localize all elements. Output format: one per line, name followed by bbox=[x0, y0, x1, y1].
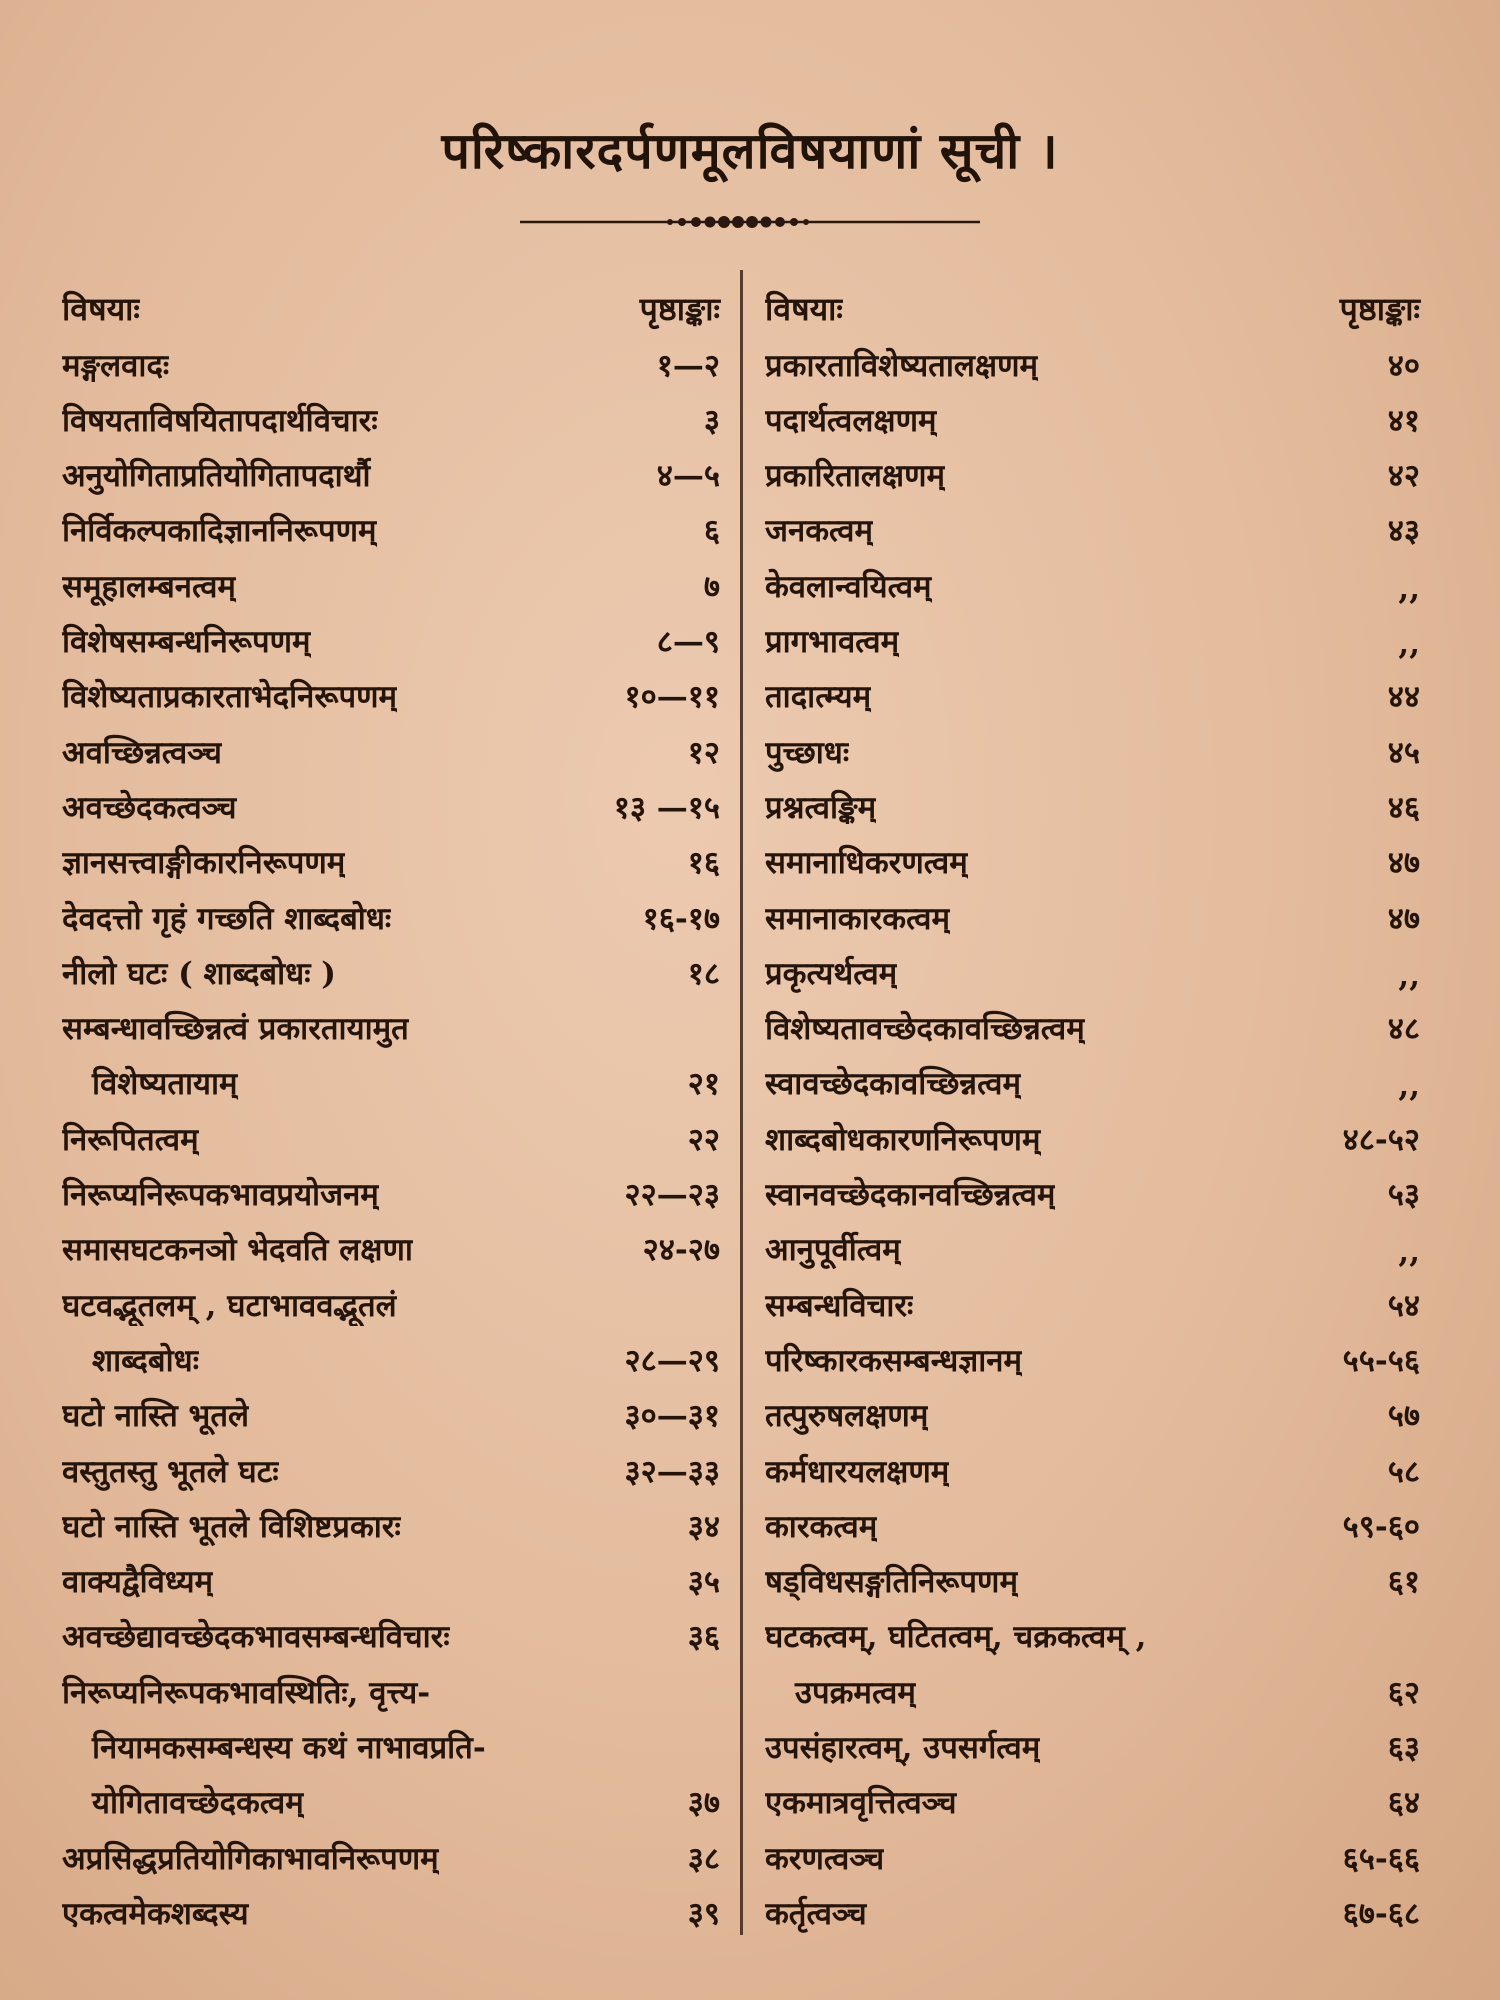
entry-page: २२—२३ bbox=[624, 1177, 720, 1214]
right-column-header bbox=[765, 275, 1420, 330]
entry-page: ५४ bbox=[1387, 1287, 1420, 1324]
entry-topic: अनुयोगिताप्रतियोगितापदार्थौ bbox=[62, 458, 371, 495]
entry-page: २२ bbox=[687, 1121, 720, 1158]
entry-page: ३९ bbox=[687, 1895, 720, 1932]
entry-page: १३ —१५ bbox=[613, 789, 720, 826]
entry-topic: विशेष्यतावच्छेदकावच्छिन्नत्वम् bbox=[765, 1011, 1085, 1048]
toc-entry bbox=[62, 607, 720, 662]
entry-page: ३२—३३ bbox=[624, 1453, 720, 1490]
toc-entry bbox=[765, 1547, 1420, 1602]
title-ornament bbox=[520, 212, 980, 232]
toc-entry bbox=[765, 1768, 1420, 1823]
toc-entry bbox=[62, 1104, 720, 1159]
entry-topic: शाब्दबोधकारणनिरूपणम् bbox=[765, 1121, 1041, 1158]
entry-topic: प्रश्नत्वङ्किम् bbox=[765, 789, 877, 826]
entry-page: १६-१७ bbox=[642, 900, 720, 937]
entry-page: ,, bbox=[1398, 626, 1420, 663]
entry-topic: अवच्छेद्यावच्छेदकभावसम्बन्धविचारः bbox=[62, 1619, 450, 1656]
entry-topic: अवच्छेदकत्वञ्च bbox=[62, 789, 237, 826]
entry-topic: समासघटकनञो भेदवति लक्षणा bbox=[62, 1232, 413, 1269]
entry-page: ४७ bbox=[1387, 845, 1420, 882]
page-header: पृष्ठाङ्काः bbox=[1339, 290, 1420, 329]
entry-topic: घटवद्भूतलम् , घटाभाववद्भूतलं bbox=[62, 1287, 397, 1324]
entry-topic: सम्बन्धविचारः bbox=[765, 1287, 914, 1324]
entry-topic: घटो नास्ति भूतले विशिष्टप्रकारः bbox=[62, 1508, 401, 1545]
entry-topic: एकत्वमेकशब्दस्य bbox=[62, 1895, 249, 1932]
toc-entry bbox=[765, 1492, 1420, 1547]
entry-topic: उपसंहारत्वम्, उपसर्गत्वम् bbox=[765, 1730, 1041, 1767]
entry-page: ४० bbox=[1387, 347, 1420, 384]
entry-page: ४८ bbox=[1387, 1011, 1420, 1048]
entry-topic: निरूपितत्वम् bbox=[62, 1121, 199, 1158]
entry-topic: करणत्वञ्च bbox=[765, 1840, 885, 1877]
toc-entry bbox=[62, 1326, 720, 1381]
entry-topic: सम्बन्धावच्छिन्नत्वं प्रकारतायामुत bbox=[62, 1011, 409, 1048]
entry-page: १८ bbox=[687, 955, 720, 992]
entry-page: ३५ bbox=[687, 1564, 720, 1601]
entry-topic: वाक्यद्वैविध्यम् bbox=[62, 1564, 214, 1601]
entry-topic: पुच्छाधः bbox=[765, 734, 850, 771]
entry-page: १—२ bbox=[656, 347, 720, 384]
entry-topic: आनुपूर्वीत्वम् bbox=[765, 1232, 901, 1269]
entry-topic: ज्ञानसत्त्वाङ्गीकारनिरूपणम् bbox=[62, 845, 346, 882]
toc-entry bbox=[765, 1879, 1420, 1934]
toc-entry bbox=[765, 1381, 1420, 1436]
toc-entry bbox=[765, 1270, 1420, 1325]
toc-entry bbox=[765, 1436, 1420, 1491]
toc-entry bbox=[765, 662, 1420, 717]
toc-entry bbox=[765, 1657, 1420, 1712]
toc-entry bbox=[62, 773, 720, 828]
entry-page: ३६ bbox=[687, 1619, 720, 1656]
entry-page: १२ bbox=[687, 734, 720, 771]
entry-topic: निरूप्यनिरूपकभावप्रयोजनम् bbox=[62, 1177, 379, 1214]
entry-page: ५९-६० bbox=[1342, 1508, 1420, 1545]
entry-topic: घटकत्वम्, घटितत्वम्, चक्रकत्वम् , bbox=[765, 1619, 1147, 1656]
entry-topic: षड्विधसङ्गतिनिरूपणम् bbox=[765, 1564, 1018, 1601]
entry-page: ६५-६६ bbox=[1342, 1840, 1420, 1877]
entry-topic: समानाकारकत्वम् bbox=[765, 900, 951, 937]
entry-page: ४६ bbox=[1387, 789, 1420, 826]
topic-header: विषयाः bbox=[765, 290, 843, 329]
entry-page: ५३ bbox=[1387, 1177, 1420, 1214]
entry-page: ४४ bbox=[1387, 679, 1420, 716]
toc-entry bbox=[62, 551, 720, 606]
entry-page: ,, bbox=[1398, 570, 1420, 607]
toc-entry bbox=[765, 1713, 1420, 1768]
entry-topic: योगितावच्छेदकत्वम् bbox=[92, 1785, 304, 1822]
entry-topic: परिष्कारकसम्बन्धज्ञानम् bbox=[765, 1342, 1022, 1379]
entry-page: ४७ bbox=[1387, 900, 1420, 937]
right-column bbox=[765, 275, 1420, 1934]
entry-page: ५७ bbox=[1387, 1398, 1420, 1435]
entry-page: ४५ bbox=[1387, 734, 1420, 771]
entry-page: ४१ bbox=[1387, 402, 1420, 439]
entry-topic: अवच्छिन्नत्वञ्च bbox=[62, 734, 222, 771]
topic-header: विषयाः bbox=[62, 290, 140, 329]
entry-page: २४-२७ bbox=[642, 1232, 720, 1269]
toc-entry bbox=[765, 1602, 1420, 1657]
toc-entry bbox=[765, 551, 1420, 606]
toc-entry bbox=[765, 330, 1420, 385]
entry-topic: तत्पुरुषलक्षणम् bbox=[765, 1398, 929, 1435]
entry-page: ३ bbox=[703, 402, 720, 439]
entry-page: ३४ bbox=[687, 1508, 720, 1545]
entry-topic: प्रागभावत्वम् bbox=[765, 624, 900, 661]
left-entries bbox=[62, 330, 720, 1934]
toc-entry bbox=[62, 662, 720, 717]
toc-entry bbox=[765, 994, 1420, 1049]
entry-topic: स्वावच्छेदकावच्छिन्नत्वम् bbox=[765, 1066, 1022, 1103]
entry-topic: विषयताविषयितापदार्थविचारः bbox=[62, 402, 378, 439]
toc-entry bbox=[62, 1160, 720, 1215]
entry-topic: घटो नास्ति भूतले bbox=[62, 1398, 250, 1435]
entry-topic: एकमात्रवृत्तित्वञ्च bbox=[765, 1785, 957, 1822]
entry-topic: शाब्दबोधः bbox=[92, 1342, 199, 1379]
toc-entry bbox=[62, 1436, 720, 1491]
entry-topic: नियामकसम्बन्धस्य कथं नाभावप्रति- bbox=[92, 1730, 486, 1767]
toc-entry bbox=[62, 1879, 720, 1934]
entry-page: ३८ bbox=[687, 1840, 720, 1877]
toc-entry bbox=[62, 994, 720, 1049]
entry-topic: जनकत्वम् bbox=[765, 513, 874, 550]
toc-entry bbox=[62, 1381, 720, 1436]
entry-page: २८—२९ bbox=[624, 1342, 720, 1379]
toc-entry bbox=[765, 386, 1420, 441]
toc-entry bbox=[765, 1823, 1420, 1878]
entry-page: १०—११ bbox=[624, 679, 720, 716]
entry-page: २१ bbox=[687, 1066, 720, 1103]
entry-topic: प्रकारताविशेष्यतालक्षणम् bbox=[765, 347, 1039, 384]
entry-page: ६४ bbox=[1387, 1785, 1420, 1822]
entry-page: ६२ bbox=[1387, 1674, 1420, 1711]
toc-entry bbox=[765, 717, 1420, 772]
left-column bbox=[62, 275, 720, 1934]
toc-entry bbox=[62, 386, 720, 441]
toc-entry bbox=[765, 1104, 1420, 1159]
toc-entry bbox=[765, 939, 1420, 994]
toc-entry bbox=[62, 330, 720, 385]
entry-topic: पदार्थत्वलक्षणम् bbox=[765, 402, 937, 439]
entry-page: ६ bbox=[703, 513, 720, 550]
entry-page: ५८ bbox=[1387, 1453, 1420, 1490]
entry-page: ४२ bbox=[1387, 458, 1420, 495]
entry-topic: मङ्गलवादः bbox=[62, 347, 170, 384]
entry-page: ८—९ bbox=[656, 624, 720, 661]
toc-entry bbox=[62, 1547, 720, 1602]
entry-topic: विशेष्यतायाम् bbox=[92, 1066, 238, 1103]
entry-topic: उपक्रमत्वम् bbox=[795, 1674, 916, 1711]
entry-page: १६ bbox=[687, 845, 720, 882]
toc-entry bbox=[62, 496, 720, 551]
entry-topic: निर्विकल्पकादिज्ञाननिरूपणम् bbox=[62, 513, 377, 550]
left-column-header bbox=[62, 275, 720, 330]
entry-page: ६१ bbox=[1387, 1564, 1420, 1601]
entry-page: ३७ bbox=[687, 1785, 720, 1822]
toc-entry bbox=[62, 441, 720, 496]
toc-entry bbox=[765, 1160, 1420, 1215]
toc-entry bbox=[62, 939, 720, 994]
toc-entry bbox=[765, 607, 1420, 662]
toc-entry bbox=[62, 1768, 720, 1823]
entry-topic: नीलो घटः ( शाब्दबोधः ) bbox=[62, 955, 336, 992]
column-divider bbox=[740, 270, 743, 1935]
toc-entry bbox=[62, 883, 720, 938]
page-title: परिष्कारदर्पणमूलविषयाणां सूची । bbox=[441, 121, 1059, 180]
entry-topic: विशेषसम्बन्धनिरूपणम् bbox=[62, 624, 311, 661]
toc-entry bbox=[62, 1270, 720, 1325]
entry-topic: कारकत्वम् bbox=[765, 1508, 878, 1545]
entry-page: ५५-५६ bbox=[1342, 1342, 1420, 1379]
toc-entry bbox=[765, 1215, 1420, 1270]
entry-page: ६७-६८ bbox=[1342, 1895, 1420, 1932]
toc-entry bbox=[62, 1823, 720, 1878]
entry-page: ७ bbox=[703, 568, 720, 605]
toc-entry bbox=[765, 1049, 1420, 1104]
entry-topic: देवदत्तो गृहं गच्छति शाब्दबोधः bbox=[62, 900, 392, 937]
toc-entry bbox=[62, 828, 720, 883]
toc-entry bbox=[62, 1215, 720, 1270]
entry-topic: कर्तृत्वञ्च bbox=[765, 1895, 867, 1932]
page-header: पृष्ठाङ्काः bbox=[639, 290, 720, 329]
entry-page: ,, bbox=[1398, 957, 1420, 994]
entry-topic: विशेष्यताप्रकारताभेदनिरूपणम् bbox=[62, 679, 398, 716]
toc-entry bbox=[62, 1657, 720, 1712]
entry-topic: वस्तुतस्तु भूतले घटः bbox=[62, 1453, 279, 1490]
toc-entry bbox=[765, 773, 1420, 828]
entry-page: ,, bbox=[1398, 1068, 1420, 1105]
entry-topic: समूहालम्बनत्वम् bbox=[62, 568, 236, 605]
entry-topic: अप्रसिद्धप्रतियोगिकाभावनिरूपणम् bbox=[62, 1840, 439, 1877]
toc-entry bbox=[765, 828, 1420, 883]
right-entries bbox=[765, 330, 1420, 1934]
entry-page: ४३ bbox=[1387, 513, 1420, 550]
entry-topic: प्रकारितालक्षणम् bbox=[765, 458, 946, 495]
entry-topic: प्रकृत्यर्थत्वम् bbox=[765, 955, 898, 992]
entry-topic: समानाधिकरणत्वम् bbox=[765, 845, 968, 882]
toc-entry bbox=[62, 1049, 720, 1104]
entry-page: ४८-५२ bbox=[1342, 1121, 1420, 1158]
entry-page: ३०—३१ bbox=[624, 1398, 720, 1435]
entry-topic: तादात्म्यम् bbox=[765, 679, 872, 716]
entry-page: ४—५ bbox=[656, 458, 720, 495]
entry-topic: केवलान्वयित्वम् bbox=[765, 568, 932, 605]
toc-entry bbox=[62, 1492, 720, 1547]
toc-entry bbox=[765, 441, 1420, 496]
toc-entry bbox=[62, 717, 720, 772]
toc-entry bbox=[62, 1713, 720, 1768]
entry-topic: निरूप्यनिरूपकभावस्थितिः, वृत्त्य- bbox=[62, 1674, 431, 1711]
entry-page: ६३ bbox=[1387, 1730, 1420, 1767]
toc-entry bbox=[765, 496, 1420, 551]
toc-entry bbox=[62, 1602, 720, 1657]
toc-entry bbox=[765, 1326, 1420, 1381]
entry-topic: कर्मधारयलक्षणम् bbox=[765, 1453, 950, 1490]
toc-entry bbox=[765, 883, 1420, 938]
entry-topic: स्वानवच्छेदकानवच्छिन्नत्वम् bbox=[765, 1177, 1056, 1214]
entry-page: ,, bbox=[1398, 1234, 1420, 1271]
